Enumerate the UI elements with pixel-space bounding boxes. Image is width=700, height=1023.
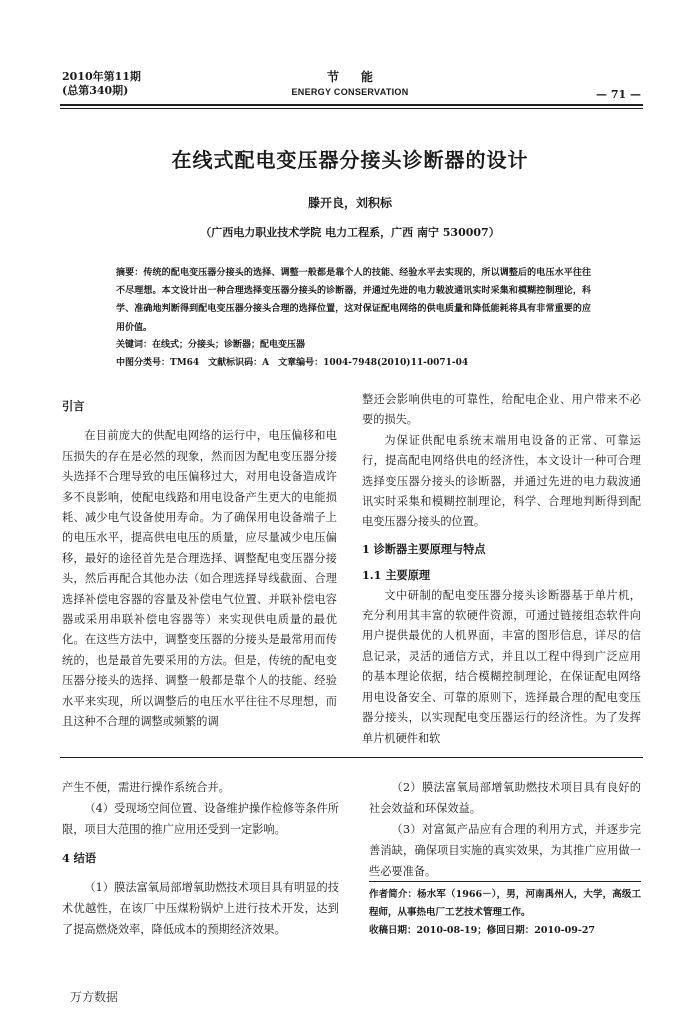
section-heading-4: 4 结语 <box>62 851 97 865</box>
watermark: 万方数据 <box>70 990 119 1004</box>
classification-line: 中图分类号：TM64 文献标识码：A 文章编号：1004-7948(2010)11-0071-04 <box>116 358 469 368</box>
article-authors: 滕开良，刘积标 <box>307 196 392 210</box>
journal-name-en: ENERGY CONSERVATION <box>291 87 409 97</box>
author-bio: 作者简介：杨水军（1966－），男，河南禹州人，大学，高级工程师，从事热电厂工艺技术管理工作。 <box>369 889 641 918</box>
author-note <box>369 886 641 940</box>
continued-paragraph: 整还会影响供电的可靠性，给配电企业、用户带来不必要的损失。 <box>362 393 641 427</box>
total-issue-number: (总第340期) <box>62 84 129 97</box>
purpose-paragraph: 为保证供配电系统末端用电设备的正常、可靠运行，提高配电网络供电的经济性，本文设计一种可合理选择变压器分接头的诊断器，并通过先进的电力载波通讯实时采集和模糊控制理论，科学、合理地判断得到配电变压器分接头的位置。 <box>362 433 641 529</box>
journal-name <box>0 68 700 97</box>
upper-right-column <box>362 390 641 749</box>
upper-left-column <box>62 396 337 733</box>
page-number: — 71 — <box>596 88 641 101</box>
intro-paragraph: 在目前庞大的供配电网络的运行中，电压偏移和电压损失的存在是必然的现象，然而因为配电变压器分接头选择不合理导致的电压偏移过大，对用电设备造成许多不良影响，使配电线路和用电设备产生更大的电能损耗、减少电气设备使用寿命。为了确保用电设备端子上的电压水平，提高供电电压的质量，应尽量减少电压偏移，最好的途径首先是合理选择、调整配电变压器分接头，然后再配合其他办法（如合理选择导线截面、合理选择补偿电容器的容量及补偿电气位置、并联补偿电容器或采用串联补偿电容器等）来实现供电质量的最优化。在这些方法中，调整变压器的分接头是最常用而传统的，也是最首先要采用的方法。但是，传统的配电变压器分接头的选择、调整一般都是靠个人的技能、经验水平来实现，所以调整后的电压水平往往不尽理想，而且这种不合理的调整或频繁的调 <box>62 429 337 729</box>
lower-left-paragraph-1: 产生不便，需进行操作系统合并。 <box>62 781 230 794</box>
journal-name-cn: 节能 <box>326 70 395 84</box>
issue-number: 2010年第11期 <box>62 70 141 83</box>
lower-left-column <box>62 777 339 940</box>
abstract: 摘要：传统的配电变压器分接头的选择、调整一般都是靠个人的技能、经验水平去实现的，所以调整后的电压水平往往不尽理想。本文设计出一种合理选择变压器分接头的诊断器，并通过先进的电力载波通讯实时采集和模糊控制理论，科学、准确地判断得到配电变压器分接头合理的选择位置，这对保证配电网络的供电质量和降低能耗将具有非常重要的应用价值。 <box>116 268 591 333</box>
conclusion-paragraph-3: （3）对富氮产品应有合理的利用方式，并逐步完善消缺，确保项目实施的真实效果，为其推广应用做一些必要准备。 <box>369 823 641 878</box>
lower-right-column <box>369 777 641 882</box>
author-note-rule <box>369 881 641 882</box>
section-separator <box>60 757 643 758</box>
keywords: 关键词：在线式；分接头；诊断器；配电变压器 <box>116 340 306 350</box>
article-title: 在线式配电变压器分接头诊断器的设计 <box>171 148 529 172</box>
principle-paragraph: 文中研制的配电变压器分接头诊断器基于单片机，充分利用其丰富的软硬件资源，可通过链接组态软件向用户提供最优的人机界面，丰富的图形信息，详尽的信息记录，灵活的通信方式，并且以工程中得到广泛应用的基本理论依据，结合模糊控制理论，在保证配电网络用电设备安全、可靠的原则下，选择最合理的配电变压器分接头，以实现配电变压器运行的经济性。为了发挥单片机硬件和软 <box>362 588 641 745</box>
section-heading-intro: 引言 <box>62 399 85 413</box>
conclusion-paragraph-2: （2）膜法富氧局部增氧助燃技术项目具有良好的社会效益和环保效益。 <box>369 781 641 815</box>
conclusion-paragraph-1: （1）膜法富氧局部增氧助燃技术项目具有明显的技术优越性，在该厂中压煤粉锅炉上进行技术开发，达到了提高燃烧效率，降低成本的预期经济效果。 <box>62 881 339 936</box>
lower-left-paragraph-2: （4）受现场空间位置、设备维护操作检修等条件所限，项目大范围的推广应用还受到一定影响。 <box>62 802 339 836</box>
author-affiliation: （广西电力职业技术学院 电力工程系，广西 南宁 530007） <box>200 226 500 239</box>
header-rule-thin <box>60 108 643 109</box>
section-heading-1: 1 诊断器主要原理与特点 <box>362 541 486 556</box>
received-dates: 收稿日期：2010-08-19；修回日期：2010-09-27 <box>369 925 596 936</box>
section-heading-1-1: 1.1 主要原理 <box>362 568 431 583</box>
header-rule-thick <box>60 104 643 106</box>
